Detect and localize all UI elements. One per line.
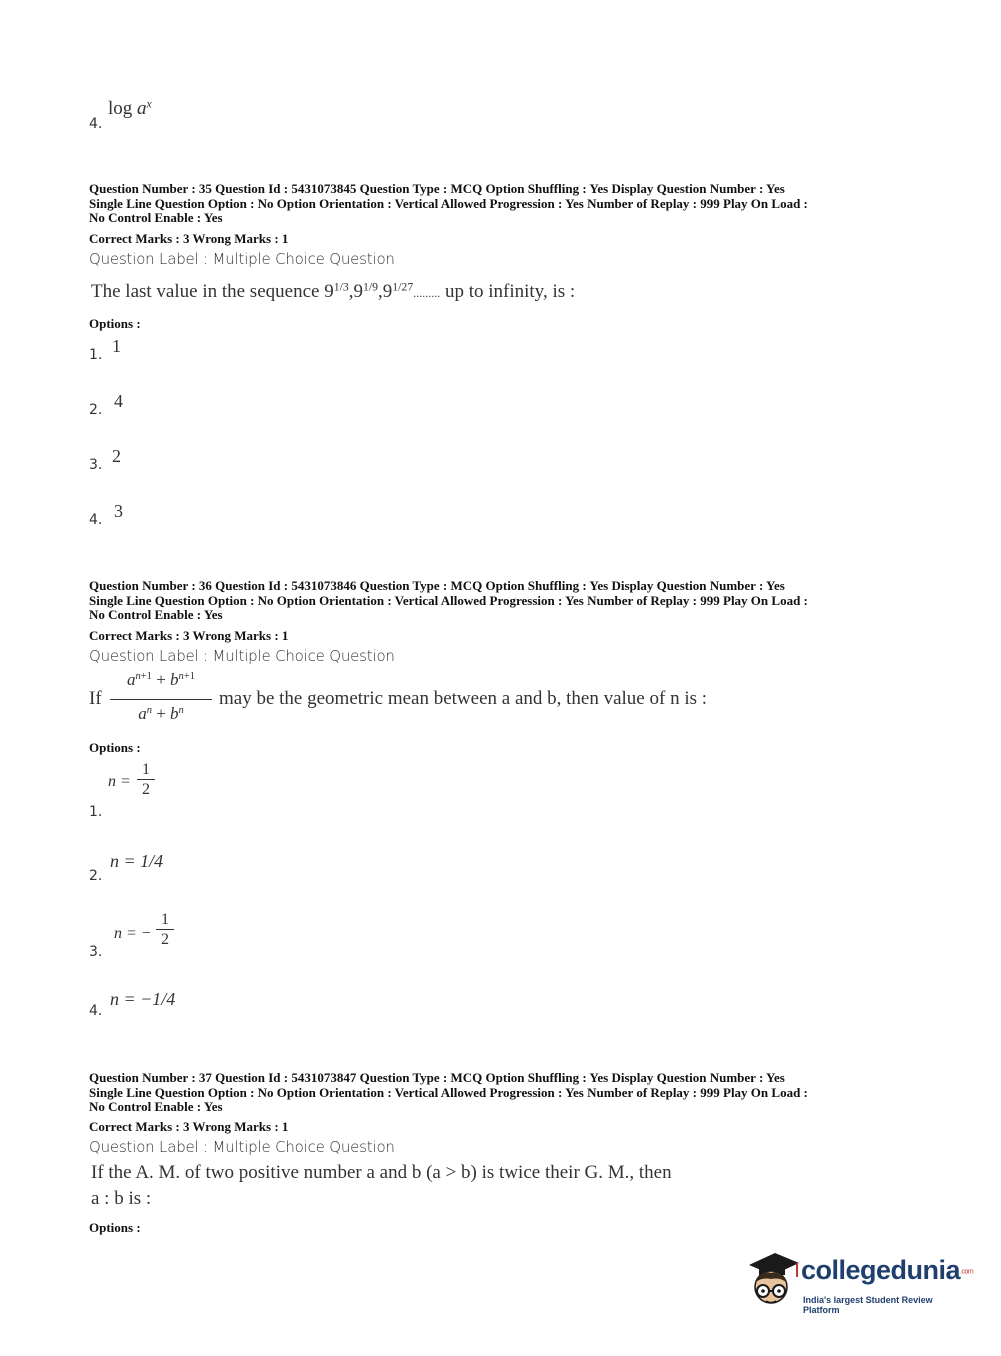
q35-option-1-value[interactable]: 1 [112, 336, 121, 356]
collegedunia-logo[interactable] [741, 1247, 974, 1317]
prev-option-number: 4. [89, 116, 103, 132]
q35-option-4-number: 4. [89, 512, 103, 528]
q35-option-3-value[interactable]: 2 [112, 446, 121, 466]
question-36-marks: Correct Marks : 3 Wrong Marks : 1 [89, 628, 289, 643]
question-36-stem-if: If [89, 688, 102, 709]
q36-option-3-lhs[interactable]: n = − [114, 925, 152, 942]
q36-option-2-value[interactable]: n = 1/4 [110, 851, 164, 871]
question-36-fraction-denominator: $a^n + b^n$ [138, 704, 184, 723]
q35-option-4-value[interactable]: 3 [114, 501, 123, 521]
question-37-label: Question Label : Multiple Choice Question [89, 1138, 395, 1156]
q35-option-1-number: 1. [89, 347, 103, 363]
question-35-stem: The last value in the sequence $9^{1/3},9^{1/9},9^{1/27}$......... up to infinity, is : [91, 280, 576, 302]
q36-option-2-number: 2. [89, 868, 103, 884]
question-37-stem-line2: a : b is : [91, 1188, 152, 1209]
question-37-options-header: Options : [89, 1220, 141, 1235]
question-35-label: Question Label : Multiple Choice Question [89, 250, 395, 268]
q35-option-2-number: 2. [89, 402, 103, 418]
logo-wordmark: collegedunia.com [801, 1255, 974, 1285]
question-35-options-header: Options : [89, 316, 141, 331]
q35-option-2-value[interactable]: 4 [114, 391, 123, 411]
question-36-fraction-numerator: $a^{n+1} + b^{n+1}$ [126, 670, 196, 689]
q36-option-1-number: 1. [89, 804, 103, 820]
question-37-stem-line1: If the A. M. of two positive number a and b (a > b) is twice their G. M., then [91, 1162, 672, 1183]
q36-option-3-fraction[interactable]: 1 2 [156, 911, 174, 949]
q36-option-1-fraction[interactable]: 1 2 [137, 761, 155, 799]
logo-tagline: India's largest Student Review Platform [803, 1295, 933, 1315]
question-36-label: Question Label : Multiple Choice Question [89, 647, 395, 665]
mascot-icon [741, 1247, 801, 1313]
q36-option-4-value[interactable]: n = −1/4 [110, 989, 176, 1009]
question-35-marks: Correct Marks : 3 Wrong Marks : 1 [89, 231, 289, 246]
question-36-meta: Question Number : 36 Question Id : 5431073846 Question Type : MCQ Option Shuffling : Yes Display Question Number : Yes Single Line Question Option : No Option Orientation : Vertical Allowed Progression : Yes Number of Replay : 999 Play On Load : No Control Enable : Yes [89, 578, 808, 622]
question-36-options-header: Options : [89, 740, 141, 755]
q36-option-1-lhs[interactable]: n = [108, 773, 131, 790]
q36-option-3-number: 3. [89, 944, 103, 960]
q35-option-3-number: 3. [89, 457, 103, 473]
question-36-stem-rest: may be the geometric mean between a and b, then value of n is : [219, 688, 708, 709]
question-37-marks: Correct Marks : 3 Wrong Marks : 1 [89, 1119, 289, 1134]
prev-option-log-expression: $\log a^x$ [108, 97, 152, 119]
question-36-fraction-bar [110, 699, 212, 700]
question-37-meta: Question Number : 37 Question Id : 5431073847 Question Type : MCQ Option Shuffling : Yes Display Question Number : Yes Single Line Question Option : No Option Orientation : Vertical Allowed Progression : Yes Number of Replay : 999 Play On Load : No Control Enable : Yes [89, 1070, 808, 1114]
q36-option-4-number: 4. [89, 1003, 103, 1019]
question-35-meta: Question Number : 35 Question Id : 5431073845 Question Type : MCQ Option Shuffling : Yes Display Question Number : Yes Single Line Question Option : No Option Orientation : Vertical Allowed Progression : Yes Number of Replay : 999 Play On Load : No Control Enable : Yes [89, 181, 808, 225]
